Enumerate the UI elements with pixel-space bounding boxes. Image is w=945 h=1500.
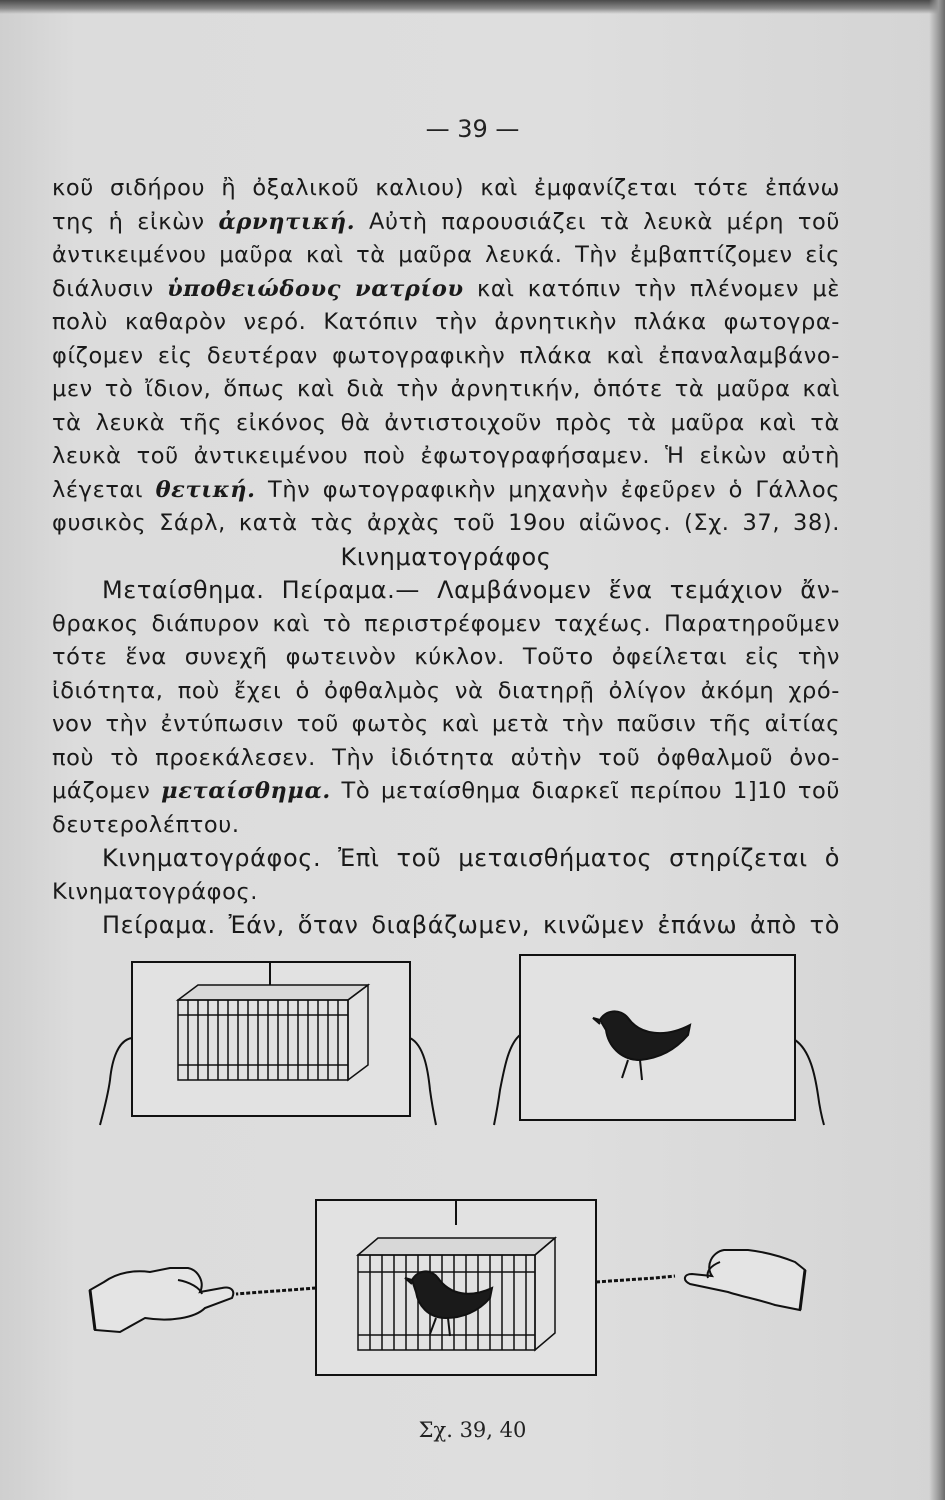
term-positive: θετική. <box>155 476 256 503</box>
paragraph-photography <box>52 172 840 541</box>
paragraph-experiment <box>52 909 840 943</box>
text-line: ποὺ τὸ προεκάλεσεν. Τὴν ἰδιότητα αὐτὴν τοῦ ὀφθαλμοῦ ὀνο- <box>52 744 840 771</box>
term-negative: ἀρνητική. <box>218 208 356 235</box>
scan-top-edge <box>0 0 945 14</box>
figure-caption: Σχ. 39, 40 <box>418 1418 527 1442</box>
left-hand <box>90 1268 233 1332</box>
thaumatrope-figure <box>0 940 945 1420</box>
text-line: φυσικὸς Σάρλ, κατὰ τὰς ἀρχὰς τοῦ 19ου αἰῶνος. (Σχ. 37, 38). <box>52 510 840 536</box>
text-line: μάζομεν μεταίσθημα. Τὸ μεταίσθημα διαρκεῖ περίπου 1]10 τοῦ <box>52 778 840 804</box>
text-line: κοῦ σιδήρου ἢ ὀξαλικοῦ καλιου) καὶ ἐμφανίζεται τότε ἐπάνω <box>52 175 840 201</box>
text-line: διάλυσιν ὑποθειώδους νατρίου καὶ κατόπιν τὴν πλένομεν μὲ <box>52 275 840 302</box>
text-line: τὰ λευκὰ τῆς εἰκόνος θὰ ἀντιστοιχοῦν πρὸς τὰ μαῦρα καὶ τὰ <box>52 409 840 436</box>
text-line: μεν τὸ ἴδιον, ὅπως καὶ διὰ τὴν ἀρνητικήν, ὁπότε τὰ μαῦρα καὶ <box>52 376 840 402</box>
text-line: λευκὰ τοῦ ἀντικειμένου ποὺ ἐφωτογραφήσαμεν. Ἡ εἰκὼν αὐτὴ <box>52 443 840 469</box>
bird-card <box>494 955 824 1125</box>
text-line: δευτερολέπτου. <box>52 811 240 838</box>
text-line: Κινηματογράφος. Ἐπὶ τοῦ μεταισθήματος στηρίζεται ὁ <box>102 844 840 872</box>
text-line: ἀντικειμένου μαῦρα καὶ τὰ μαῦρα λευκά. Τὴν ἐμβαπτίζομεν εἰς <box>52 242 840 268</box>
text-line: ἰδιότητα, ποὺ ἔχει ὁ ὀφθαλμὸς νὰ διατηρῇ ὀλίγον ἀκόμη χρό- <box>52 677 840 704</box>
right-hand <box>685 1250 805 1310</box>
cage-card <box>100 962 436 1125</box>
text-line: πολὺ καθαρὸν νερό. Κατόπιν τὴν ἀρνητικὴν πλάκα φωτογρα- <box>52 309 840 335</box>
text-line: της ἡ εἰκὼν ἀρνητική. Αὐτὴ παρουσιάζει τὰ λευκὰ μέρη τοῦ <box>52 208 840 235</box>
spinning-card <box>236 1200 675 1375</box>
text-line: θρακος διάπυρον καὶ τὸ περιστρέφομεν ταχέως. Παρατηροῦμεν <box>52 610 840 637</box>
text-line: Κινηματογράφος. <box>52 878 259 905</box>
page-number: — 39 — <box>425 115 520 143</box>
body-text <box>52 172 840 943</box>
text-line: τότε ἕνα συνεχῆ φωτεινὸν κύκλον. Τοῦτο ὀφείλεται εἰς τὴν <box>52 644 840 670</box>
term-afterimage: μεταίσθημα. <box>161 778 331 804</box>
paragraph-cinema <box>52 842 840 909</box>
text-line: λέγεται θετική. Τὴν φωτογραφικὴν μηχανὴν ἐφεῦρεν ὁ Γάλλος <box>52 476 840 503</box>
term-sodium-thiosulfate: ὑποθειώδους νατρίου <box>167 275 464 302</box>
text-line: νον τὴν ἐντύπωσιν τοῦ φωτὸς καὶ μετὰ τὴν παῦσιν τῆς αἰτίας <box>52 711 840 737</box>
text-line: Μεταίσθημα. Πείραμα.— Λαμβάνομεν ἕνα τεμάχιον ἄν- <box>102 576 840 604</box>
paragraph-afterimage <box>52 574 840 842</box>
text-line: Πείραμα. Ἐάν, ὅταν διαβάζωμεν, κινῶμεν ἐπάνω ἀπὸ τὸ <box>102 911 840 939</box>
section-heading: Κινηματογράφος <box>340 542 552 571</box>
text-line: φίζομεν εἰς δευτέραν φωτογραφικὴν πλάκα καὶ ἐπαναλαμβάνο- <box>52 342 840 369</box>
